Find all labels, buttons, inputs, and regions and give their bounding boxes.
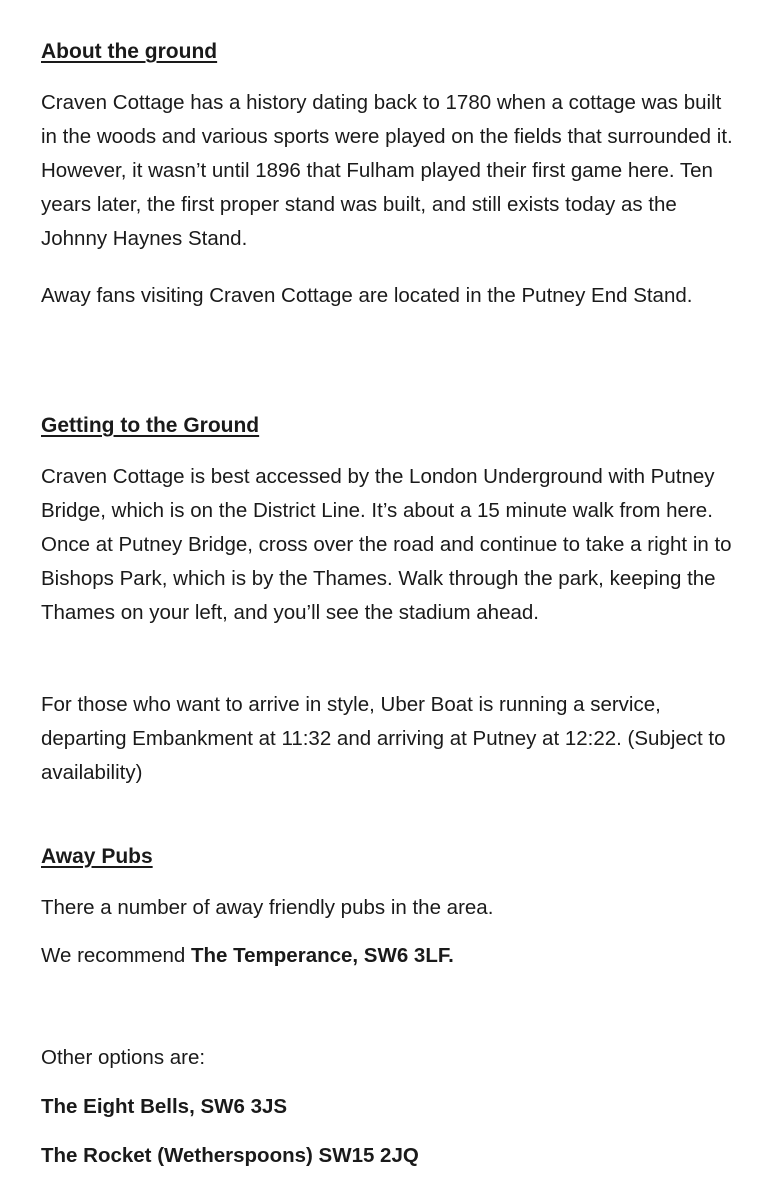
getting-paragraph-2: For those who want to arrive in style, Uber Boat is running a service, departing Embankment at 11:32 and arriving at Putney at 12:22. (Subject to availability) (41, 693, 726, 784)
about-paragraph-1: Craven Cottage has a history dating back to 1780 when a cottage was built in the woods and various sports were played on the fields that surrounded it. However, it wasn’t until 1896 that Fulham played their first game here. Ten years later, the first proper stand was built, and still exists today as the Johnny Haynes Stand. (41, 91, 733, 250)
about-paragraph-2: Away fans visiting Craven Cottage are located in the Putney End Stand. (41, 284, 693, 307)
about-heading: About the ground (41, 40, 218, 63)
getting-heading: Getting to the Ground (41, 414, 260, 437)
other-options-label: Other options are: (41, 1046, 206, 1069)
recommend-prefix: We recommend (41, 944, 192, 967)
pubs-heading: Away Pubs (41, 845, 153, 868)
getting-paragraph-1: Craven Cottage is best accessed by the London Underground with Putney Bridge, which is on the District Line. It’s about a 15 minute walk from here. Once at Putney Bridge, cross over the road and continue to take a right in to Bishops Park, which is by the Thames. Walk through the park, keeping the Thames on your left, and you’ll see the stadium ahead. (41, 465, 732, 624)
pubs-intro: There a number of away friendly pubs in the area. (41, 896, 494, 919)
pub-option: The Rocket (Wetherspoons) SW15 2JQ (41, 1144, 419, 1167)
pubs-recommendation (41, 939, 741, 973)
pub-option: The Eight Bells, SW6 3JS (41, 1095, 288, 1118)
recommended-pub: The Temperance, SW6 3LF. (191, 944, 454, 967)
